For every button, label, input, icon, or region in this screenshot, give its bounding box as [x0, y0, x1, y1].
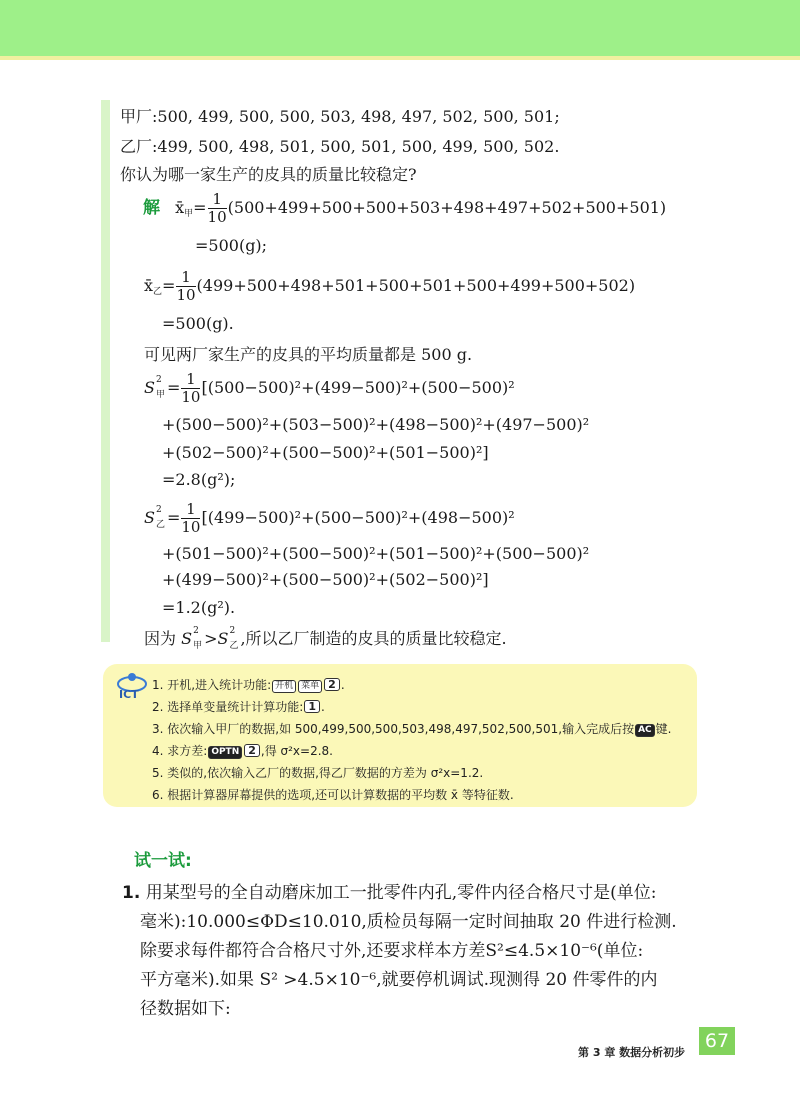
fraction-numerator: 1 — [208, 192, 227, 209]
question-text: 你认为哪一家生产的皮具的质量比较稳定? — [120, 165, 417, 184]
try-it-title: 试一试: — [134, 851, 192, 871]
solution-label: 解 — [143, 198, 160, 218]
exercise-number: 1. — [122, 883, 141, 903]
ict-logo-icon — [115, 670, 149, 704]
ict-step-6: 6. 根据计算器屏幕提供的选项,还可以计算数据的平均数 x̄ 等特征数. — [152, 788, 514, 802]
exercise-line-4: 平方毫米).如果 S² >4.5×10⁻⁶,就要停机调试.现测得 20 件零件的内 — [140, 970, 658, 990]
fraction — [208, 192, 227, 225]
s-indices: 2 甲 — [155, 375, 165, 400]
s-indices: 2 乙 — [155, 505, 165, 530]
factory-b-data: 乙厂:499, 500, 498, 501, 500, 501, 500, 499, 500, 502. — [120, 137, 560, 156]
fraction — [181, 502, 200, 535]
ict-step-1: 1. 开机,进入统计功能: 开机 菜单 2 . — [152, 678, 345, 692]
fraction — [176, 270, 195, 303]
fraction-numerator: 1 — [181, 502, 200, 519]
example-side-bar — [101, 100, 110, 642]
s-symbol: S — [144, 508, 155, 527]
ac-key: AC — [635, 724, 655, 737]
fraction-denominator: 10 — [181, 388, 201, 406]
mean-symbol: x̄ — [175, 198, 185, 217]
mean-b-equation — [144, 270, 635, 303]
equals-sign: = — [166, 508, 181, 527]
mean-a-sum: (500+499+500+500+503+498+497+502+500+501) — [227, 198, 667, 217]
mean-symbol: x̄ — [144, 276, 154, 295]
fraction-numerator: 1 — [181, 372, 200, 389]
final-conclusion: 因为 S 2 甲 >S 2 乙 ,所以乙厂制造的皮具的质量比较稳定. — [144, 626, 507, 651]
ict-step-3: 3. 依次输入甲厂的数据,如 500,499,500,500,503,498,497,502,500,501,输入完成后按 AC 键. — [152, 722, 672, 736]
exercise-line-2: 毫米):10.000≤ΦD≤10.010,质检员每隔一定时间抽取 20 件进行检测. — [140, 912, 677, 932]
key-2: 2 — [244, 744, 260, 757]
power-key: 开机 — [272, 680, 296, 693]
page-number: 67 — [699, 1027, 735, 1055]
s-symbol: S — [144, 378, 155, 397]
ict-step-2: 2. 选择单变量统计计算功能: 1 . — [152, 700, 325, 714]
variance-a-line3: +(502−500)²+(500−500)²+(501−500)²] — [162, 443, 489, 462]
fraction-denominator: 10 — [181, 518, 201, 536]
ict-step-4: 4. 求方差: OPTN 2 ,得 σ²x=2.8. — [152, 744, 333, 758]
mean-b-result: =500(g). — [162, 314, 234, 333]
variance-b-line2: +(501−500)²+(500−500)²+(501−500)²+(500−500)² — [162, 544, 590, 563]
variance-a-line1: S 2 甲 = $\frac{1}{10}$ [(500−500)²+(499−500)²+(500−500)² — [144, 370, 515, 406]
equals-sign: = — [166, 378, 181, 397]
exercise-line-3: 除要求每件都符合合格尺寸外,还要求样本方差S²≤4.5×10⁻⁶(单位: — [140, 941, 644, 961]
factory-a-data: 甲厂:500, 499, 500, 500, 503, 498, 497, 502, 500, 501; — [120, 107, 560, 126]
variance-b-result: =1.2(g²). — [162, 598, 236, 617]
variance-a-result: =2.8(g²); — [162, 470, 236, 489]
mean-b-sum: (499+500+498+501+500+501+500+499+500+502) — [196, 276, 636, 295]
variance-b-line3: +(499−500)²+(500−500)²+(502−500)²] — [162, 570, 489, 589]
variance-a-line2: +(500−500)²+(503−500)²+(498−500)²+(497−500)² — [162, 415, 590, 434]
chapter-label: 第 3 章 数据分析初步 — [578, 1046, 686, 1059]
variance-b-line1: S 2 乙 = $\frac{1}{10}$ [(499−500)²+(500−500)²+(498−500)² — [144, 500, 515, 536]
key-1: 1 — [304, 700, 320, 713]
key-2: 2 — [324, 678, 340, 691]
fraction-denominator: 10 — [176, 286, 196, 304]
fraction — [181, 372, 200, 405]
exercise-line-5: 径数据如下: — [140, 999, 231, 1019]
svg-text:ICT: ICT — [119, 688, 139, 701]
subscript-b: 乙 — [153, 287, 163, 297]
header-band — [0, 0, 800, 56]
optn-key: OPTN — [208, 746, 242, 759]
subscript-a: 甲 — [184, 209, 194, 219]
header-stripe — [0, 56, 800, 60]
ict-step-5: 5. 类似的,依次输入乙厂的数据,得乙厂数据的方差为 σ²x=1.2. — [152, 766, 484, 780]
menu-key: 菜单 — [298, 680, 322, 693]
exercise-line-1: 1. 用某型号的全自动磨床加工一批零件内孔,零件内径合格尺寸是(单位: — [122, 883, 657, 903]
mean-a-result: =500(g); — [195, 236, 268, 255]
fraction-denominator: 10 — [207, 208, 227, 226]
equals-sign: = — [193, 198, 207, 217]
fraction-numerator: 1 — [176, 270, 195, 287]
mean-a-equation — [143, 192, 666, 225]
mean-conclusion: 可见两厂家生产的皮具的平均质量都是 500 g. — [144, 345, 473, 364]
equals-sign: = — [162, 276, 176, 295]
